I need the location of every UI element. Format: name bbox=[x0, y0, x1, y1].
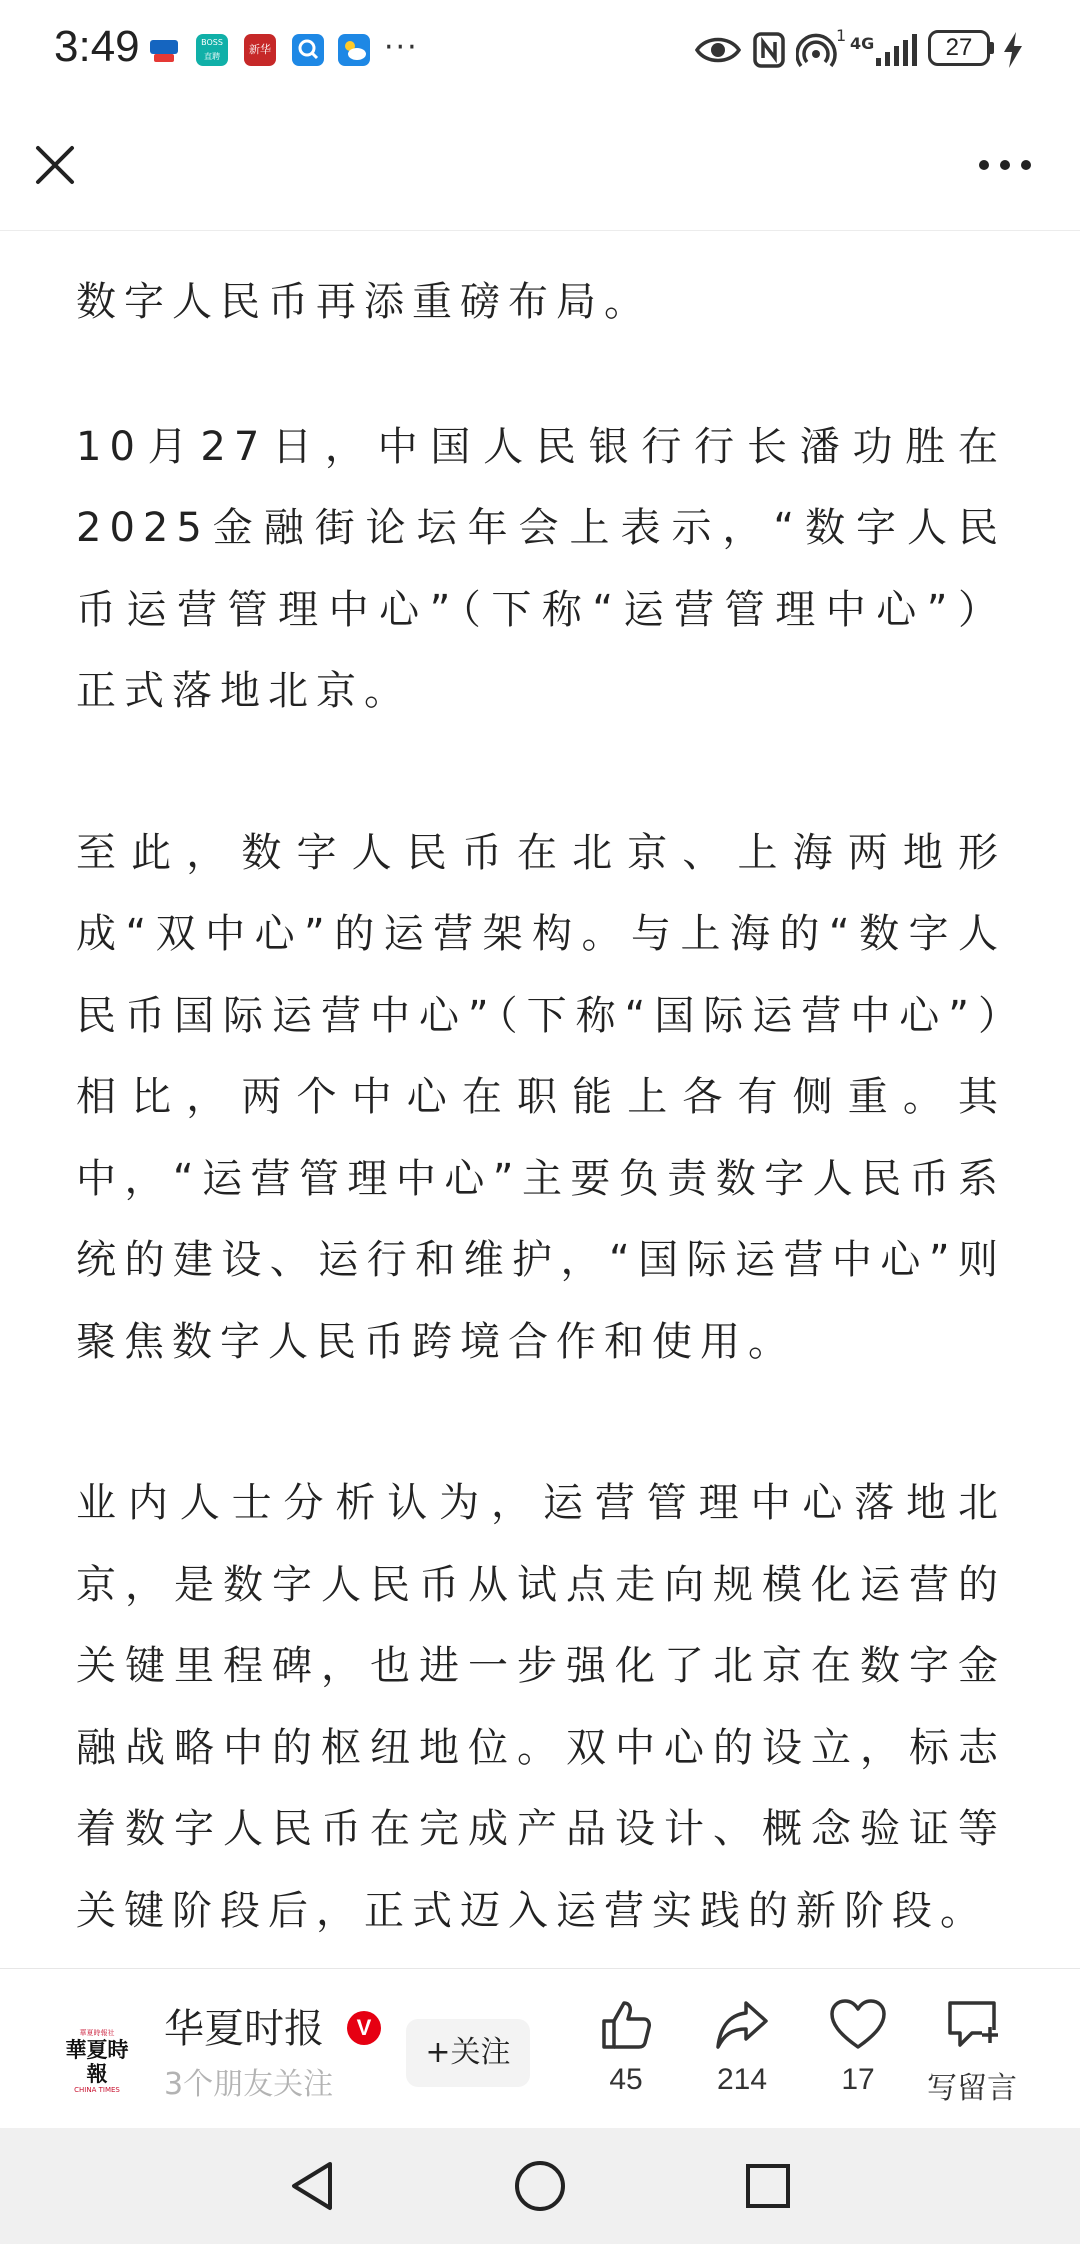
write-comment-button[interactable] bbox=[912, 1995, 1032, 2115]
weather-app-icon bbox=[338, 34, 370, 66]
follow-button[interactable]: +关注 bbox=[406, 2019, 530, 2087]
article-header bbox=[0, 100, 1080, 231]
recents-button[interactable] bbox=[738, 2156, 798, 2216]
boss-zhipin-app-icon: BOSS 直聘 bbox=[196, 34, 228, 66]
comment-add-icon bbox=[942, 1995, 1002, 2055]
article-paragraph: 至此，数字人民币在北京、上海两地形成“双中心”的运营架构。与上海的“数字人民币国际运营中心”（下称“国际运营中心”）相比，两个中心在职能上各有侧重。其中，“运营管理中心”主要负责数字人民币系统的建设、运行和维护，“国际运营中心”则聚焦数字人民币跨境合作和使用。 bbox=[76, 829, 1006, 1365]
share-arrow-icon bbox=[712, 1995, 772, 2055]
publisher-name[interactable]: 华夏时报 bbox=[164, 2006, 324, 2052]
system-navigation-bar bbox=[0, 2128, 1080, 2244]
close-icon bbox=[30, 140, 80, 190]
friends-following-text: 3个朋友关注 bbox=[164, 2067, 334, 2102]
hotspot-icon bbox=[796, 28, 840, 72]
article-body bbox=[76, 262, 1006, 2032]
search-app-icon bbox=[292, 34, 324, 66]
logo-sub-text: CHINA TIMES bbox=[74, 2086, 120, 2094]
battery-level: 27 bbox=[928, 30, 990, 66]
more-horizontal-icon bbox=[976, 140, 1036, 190]
thumbs-up-icon bbox=[596, 1995, 656, 2055]
status-bar bbox=[0, 0, 1080, 100]
eye-comfort-icon bbox=[694, 28, 742, 72]
news-app-icon: 新华 bbox=[244, 34, 276, 66]
charging-bolt-icon bbox=[1000, 28, 1026, 72]
status-more-icon: ··· bbox=[384, 30, 419, 65]
heart-icon bbox=[828, 1995, 888, 2055]
signal-strength-icon bbox=[874, 28, 920, 72]
home-circle-icon bbox=[510, 2156, 570, 2216]
article-paragraph: 数字人民币再添重磅布局。 bbox=[76, 279, 652, 325]
favorite-count: 17 bbox=[841, 2063, 875, 2096]
share-count: 214 bbox=[716, 2063, 768, 2096]
back-triangle-icon bbox=[282, 2156, 342, 2216]
network-type-label: 4G bbox=[850, 34, 875, 53]
article-action-bar bbox=[0, 1968, 1080, 2127]
like-count: 45 bbox=[609, 2063, 643, 2096]
verified-badge: V bbox=[347, 2011, 381, 2045]
share-button[interactable] bbox=[682, 1995, 802, 2115]
back-button[interactable] bbox=[282, 2156, 342, 2216]
yunshanfu-app-icon bbox=[148, 34, 180, 66]
logo-top-text: 華夏時報社 bbox=[79, 2029, 115, 2037]
sim-slot-label: 1 bbox=[836, 26, 847, 45]
home-button[interactable] bbox=[510, 2156, 570, 2216]
more-options-button[interactable] bbox=[976, 140, 1036, 190]
article-paragraph: 业内人士分析认为，运营管理中心落地北京，是数字人民币从试点走向规模化运营的关键里程碑，也进一步强化了北京在数字金融战略中的枢纽地位。双中心的设立，标志着数字人民币在完成产品设计、概念验证等关键阶段后，正式迈入运营实践的新阶段。 bbox=[76, 1480, 1006, 1934]
recents-square-icon bbox=[738, 2156, 798, 2216]
publisher-logo[interactable] bbox=[56, 2029, 138, 2094]
like-button[interactable] bbox=[566, 1995, 686, 2115]
write-comment-label: 写留言 bbox=[927, 2072, 1017, 2105]
close-button[interactable] bbox=[30, 140, 80, 190]
status-time: 3:49 bbox=[54, 22, 140, 71]
logo-main-text: 華夏時報 bbox=[65, 2037, 129, 2086]
nfc-icon bbox=[752, 28, 786, 72]
article-paragraph: 10月27日，中国人民银行行长潘功胜在2025金融街论坛年会上表示，“数字人民币运营管理中心”（下称“运营管理中心”）正式落地北京。 bbox=[76, 423, 1006, 714]
favorite-button[interactable] bbox=[798, 1995, 918, 2115]
battery-tip bbox=[990, 42, 994, 54]
